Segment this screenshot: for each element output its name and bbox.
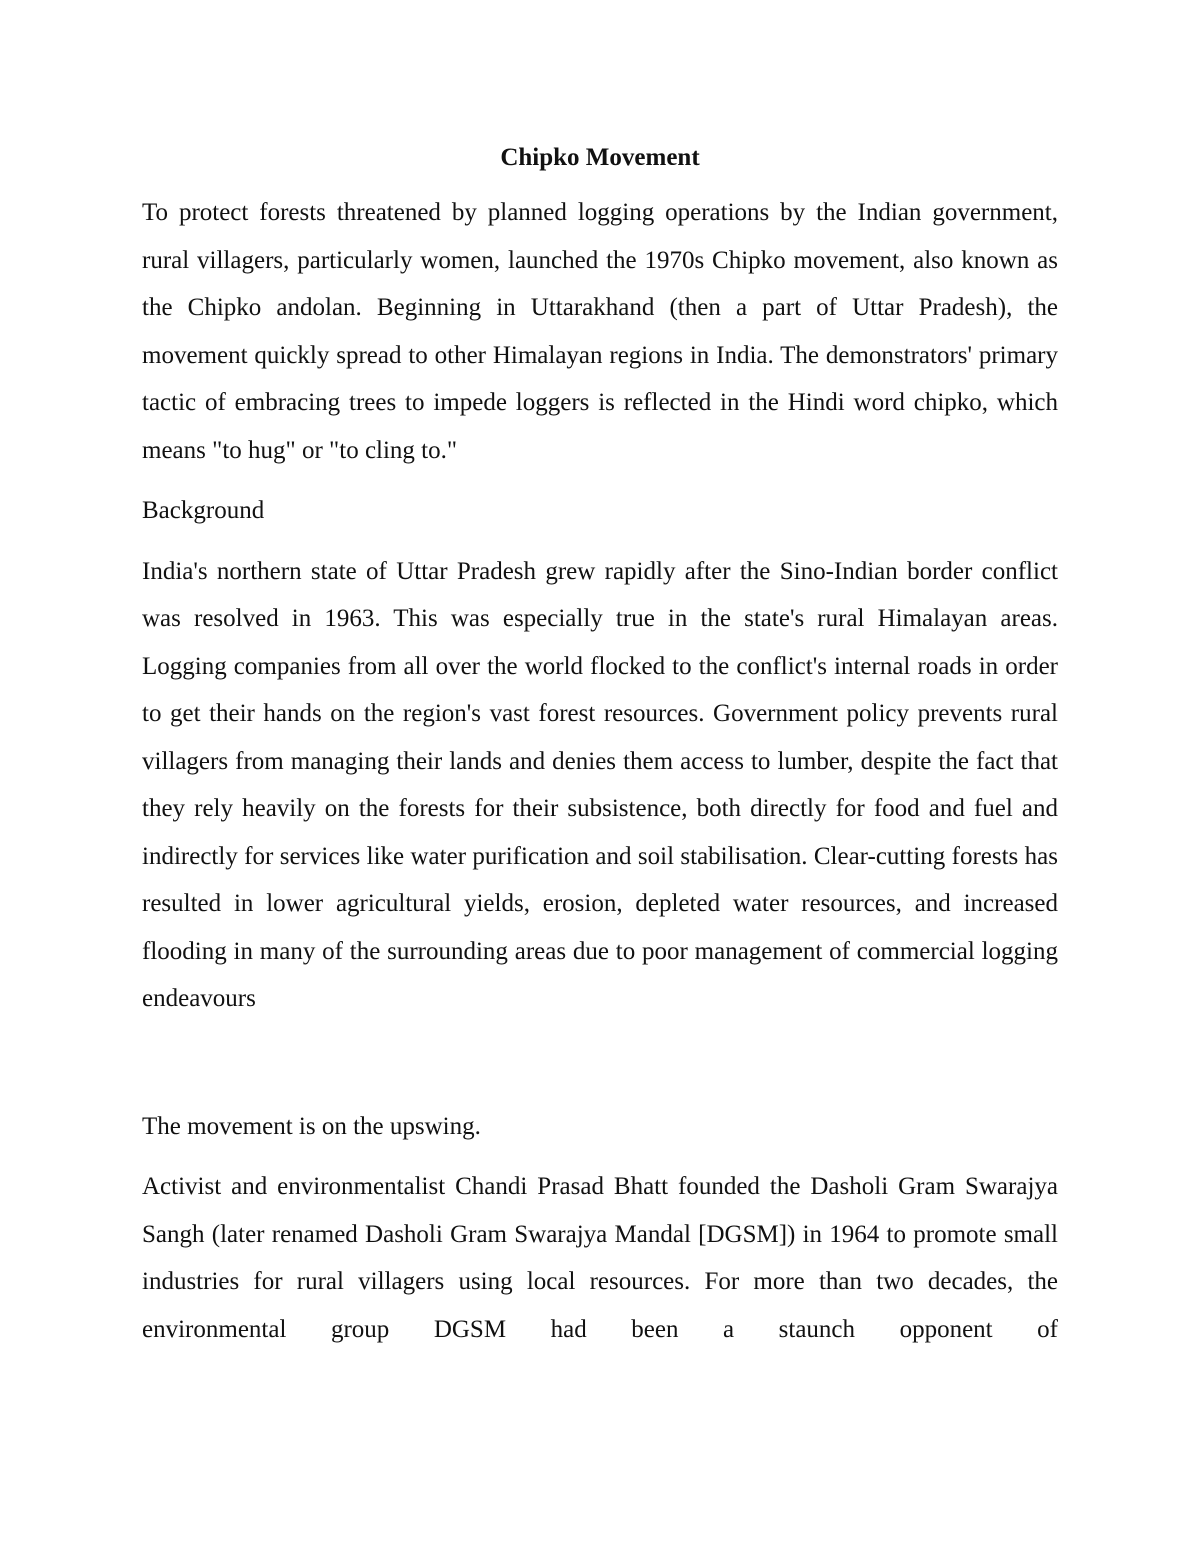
background-paragraph: India's northern state of Uttar Pradesh grew rapidly after the Sino-Indian border conflict was resolved in 1963. This was especially true in the state's rural Himalayan areas. Logging companies from all over the world flocked to the conflict's internal roads in order to get their hands on the region's vast forest resources. Government policy prevents rural villagers from managing their lands and denies them access to lumber, despite the fact that they rely heavily on the forests for their subsistence, both directly for food and fuel and indirectly for services like water purification and soil stabilisation. Clear-cutting forests has resulted in lower agricultural yields, erosion, depleted water resources, and increased flooding in many of the surrounding areas due to poor management of commercial logging endeavours xyxy=(142,557,1058,1012)
blank-space xyxy=(142,1036,1058,1103)
intro-paragraph: To protect forests threatened by planned logging operations by the Indian government, rural villagers, particularly women, launched the 1970s Chipko movement, also known as the Chipko andolan. Beginning in Uttarakhand (then a part of Uttar Pradesh), the movement quickly spread to other Himalayan regions in India. The demonstrators' primary tactic of embracing trees to impede loggers is reflected in the Hindi word chipko, which means "to hug" or "to cling to." xyxy=(142,199,1058,464)
document-body xyxy=(142,140,1058,1353)
section-heading-upswing: The movement is on the upswing. xyxy=(142,1112,481,1140)
upswing-paragraph: Activist and environmentalist Chandi Prasad Bhatt founded the Dasholi Gram Swarajya Sangh (later renamed Dasholi Gram Swarajya Mandal [DGSM]) in 1964 to promote small industries for rural villagers using local resources. For more than two decades, the environmental group DGSM had been a staunch opponent of xyxy=(142,1173,1058,1343)
document-title: Chipko Movement xyxy=(500,144,700,171)
section-heading-background: Background xyxy=(142,497,265,524)
